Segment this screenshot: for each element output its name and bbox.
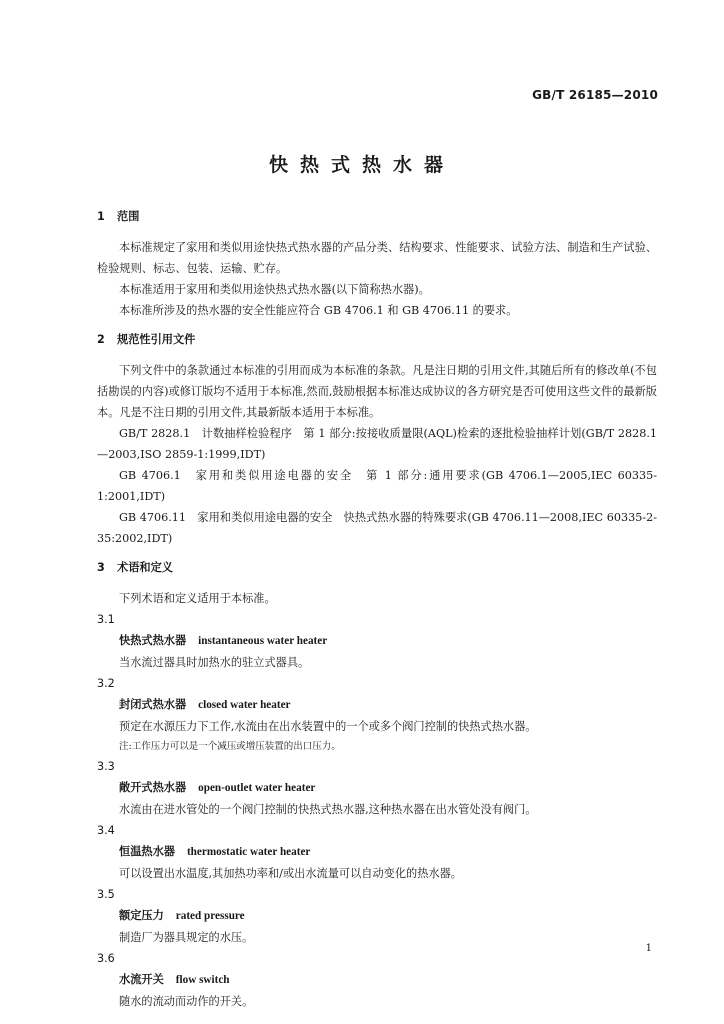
term-name-zh: 恒温热水器 — [119, 845, 175, 858]
term-name — [97, 905, 657, 927]
term-name-zh: 额定压力 — [119, 909, 164, 922]
normative-reference-2: GB 4706.1 家用和类似用途电器的安全 第 1 部分:通用要求(GB 4706.1—2005,IEC 60335-1:2001,IDT) — [97, 469, 657, 503]
document-body — [97, 206, 657, 1012]
term-number: 3.2 — [97, 677, 115, 690]
section-number: 2 — [97, 333, 105, 346]
term-name-en: instantaneous water heater — [198, 635, 328, 647]
term-entry — [97, 948, 657, 1012]
terms-intro: 下列术语和定义适用于本标准。 — [119, 592, 276, 605]
term-definition: 当水流过器具时加热水的驻立式器具。 — [119, 656, 310, 669]
term-entry — [97, 609, 657, 673]
section-number: 3 — [97, 561, 105, 574]
scope-paragraph-2: 本标准适用于家用和类似用途快热式热水器(以下简称热水器)。 — [119, 283, 430, 296]
normative-reference-1: GB/T 2828.1 计数抽样检验程序 第 1 部分:按接收质量限(AQL)检索的逐批检验抽样计划(GB/T 2828.1—2003,ISO 2859-1:1999,IDT) — [97, 427, 657, 461]
term-definition: 水流由在进水管处的一个阀门控制的快热式热水器,这种热水器在出水管处没有阀门。 — [119, 803, 537, 816]
term-entry — [97, 820, 657, 884]
term-definition: 预定在水源压力下工作,水流由在出水装置中的一个或多个阀门控制的快热式热水器。 — [119, 720, 537, 733]
term-name — [97, 841, 657, 863]
term-definition: 可以设置出水温度,其加热功率和/或出水流量可以自动变化的热水器。 — [119, 867, 462, 880]
page-number: 1 — [645, 943, 652, 954]
term-name — [97, 777, 657, 799]
term-name-en: rated pressure — [175, 910, 245, 922]
term-name-en: thermostatic water heater — [186, 846, 311, 858]
term-name-en: flow switch — [175, 974, 230, 986]
term-name-zh: 敞开式热水器 — [119, 781, 187, 794]
term-name-zh: 封闭式热水器 — [119, 698, 187, 711]
standard-code: GB/T 26185—2010 — [532, 88, 658, 102]
term-name — [97, 630, 657, 652]
section-heading-scope — [97, 206, 657, 227]
section-number: 1 — [97, 210, 105, 223]
term-number: 3.4 — [97, 824, 115, 837]
section-title: 规范性引用文件 — [117, 333, 196, 346]
document-title: 快热式热水器 — [268, 154, 455, 176]
term-number: 3.6 — [97, 952, 115, 965]
term-number: 3.1 — [97, 613, 115, 626]
scope-paragraph-3: 本标准所涉及的热水器的安全性能应符合 GB 4706.1 和 GB 4706.11 的要求。 — [119, 304, 518, 317]
section-heading-terms — [97, 557, 657, 578]
term-entry — [97, 756, 657, 820]
term-name-zh: 水流开关 — [119, 973, 164, 986]
term-number: 3.3 — [97, 760, 115, 773]
term-name-zh: 快热式热水器 — [119, 634, 187, 647]
term-name-en: closed water heater — [198, 699, 291, 711]
normative-paragraph-1: 下列文件中的条款通过本标准的引用而成为本标准的条款。凡是注日期的引用文件,其随后所有的修改单(不包括勘误的内容)或修订版均不适用于本标准,然而,鼓励根据本标准达成协议的各方研究是否可使用这些文件的最新版本。凡是不注日期的引用文件,其最新版本适用于本标准。 — [97, 364, 657, 419]
term-entry — [97, 673, 657, 756]
term-name — [97, 694, 657, 716]
section-title: 术语和定义 — [117, 561, 173, 574]
term-note: 注:工作压力可以是一个减压或增压装置的出口压力。 — [119, 741, 341, 752]
section-heading-normative — [97, 329, 657, 350]
section-title: 范围 — [117, 210, 140, 223]
scope-paragraph-1: 本标准规定了家用和类似用途快热式热水器的产品分类、结构要求、性能要求、试验方法、制造和生产试验、检验规则、标志、包装、运输、贮存。 — [97, 241, 657, 275]
term-number: 3.5 — [97, 888, 115, 901]
term-definition: 随水的流动而动作的开关。 — [119, 995, 254, 1008]
normative-reference-3: GB 4706.11 家用和类似用途电器的安全 快热式热水器的特殊要求(GB 4706.11—2008,IEC 60335-2-35:2002,IDT) — [97, 511, 657, 545]
term-definition: 制造厂为器具规定的水压。 — [119, 931, 254, 944]
term-name — [97, 969, 657, 991]
term-entry — [97, 884, 657, 948]
term-name-en: open-outlet water heater — [198, 782, 316, 794]
